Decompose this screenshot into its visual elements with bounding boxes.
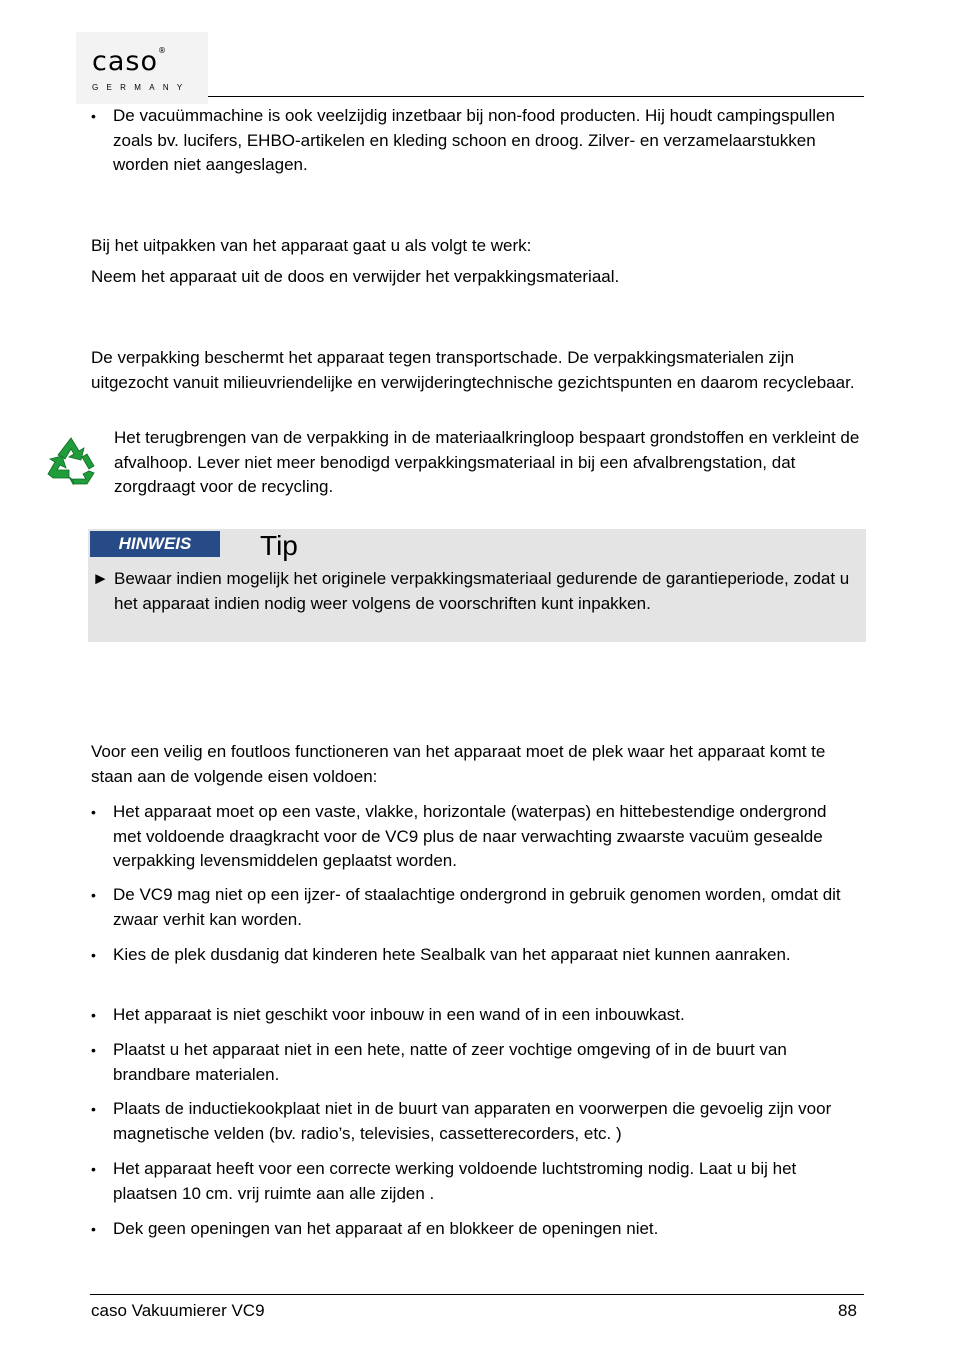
tip-box [88,529,866,642]
list-item-text: Plaatst u het apparaat niet in een hete, natte of zeer vochtige omgeving of in de buurt van brandbare materialen. [113,1040,787,1084]
bullet-marker: • [91,1161,96,1177]
bullet-marker: • [91,1101,96,1117]
list-item-text: Het apparaat moet op een vaste, vlakke, horizontale (waterpas) en hittebestendige ondergrond met voldoende draagkracht voor de VC9 plus de naar verwachting zwaarste vacuüm gesealde verpakking levensmiddelen geplaatst worden. [113,802,827,870]
logo-registered-mark: ® [157,46,167,55]
list-item-text: De VC9 mag niet op een ijzer- of staalachtige ondergrond in gebruik genomen worden, omdat dit zwaar verhit kan worden. [113,885,841,929]
page-number: 88 [838,1301,857,1320]
header-rule [208,96,864,97]
arrow-icon: ► [92,569,109,588]
list-item-text: Plaats de inductiekookplaat niet in de buurt van apparaten en voorwerpen die gevoelig zijn voor magnetische velden (bv. radio’s, televisies, cassetterecorders, etc. ) [113,1099,832,1143]
list-item-text: Het apparaat is niet geschikt voor inbouw in een wand of in een inbouwkast. [113,1005,685,1024]
unpacking-intro: Bij het uitpakken van het apparaat gaat u als volgt te werk: [91,236,532,255]
list-item-text: Kies de plek dusdanig dat kinderen hete Sealbalk van het apparaat niet kunnen aanraken. [113,945,791,964]
bullet-marker: • [91,947,96,963]
packaging-text: De verpakking beschermt het apparaat tegen transportschade. De verpakkingsmaterialen zijn uitgezocht vanuit milieuvriendelijke en verwijderingtechnische gezichtspunten en daarom recyclebaar. [91,348,855,392]
placement-intro: Voor een veilig en foutloos functioneren van het apparaat moet de plek waar het apparaat komt te staan aan de volgende eisen voldoen: [91,742,826,786]
caso-logo [76,32,208,104]
bullet-marker: • [91,108,96,124]
footer-title: caso Vakuumierer VC9 [91,1301,265,1320]
list-item-text: De vacuümmachine is ook veelzijdig inzetbaar bij non-food producten. Hij houdt campingspullen zoals bv. lucifers, EHBO-artikelen en kleding schoon en droog. Zilver- en verzamelaarstukken worden niet aangeslagen. [113,106,835,174]
tip-title: Tip [260,530,298,561]
hinweis-badge: HINWEIS [90,531,220,557]
bullet-marker: • [91,1007,96,1023]
bullet-marker: • [91,1221,96,1237]
recycle-icon [45,436,97,486]
logo-subtitle: GERMANY [92,83,191,92]
logo-word: caso [92,46,158,77]
bullet-marker: • [91,887,96,903]
recycle-text: Het terugbrengen van de verpakking in de materiaalkringloop bespaart grondstoffen en verkleint de afvalhoop. Lever niet meer benodigd verpakkingsmateriaal in bij een afvalbrengstation, dat zorgdraagt voor de recycling. [114,428,860,496]
bullet-marker: • [91,1042,96,1058]
logo-wordmark [92,46,167,77]
list-item-text: Het apparaat heeft voor een correcte werking voldoende luchtstroming nodig. Laat u bij het plaatsen 10 cm. vrij ruimte aan alle zijden . [113,1159,797,1203]
footer-rule [90,1294,864,1295]
tip-body: Bewaar indien mogelijk het originele verpakkingsmateriaal gedurende de garantieperiode, zodat u het apparaat indien nodig weer volgens de voorschriften kunt inpakken. [114,569,850,613]
list-item-text: Dek geen openingen van het apparaat af en blokkeer de openingen niet. [113,1219,659,1238]
bullet-marker: • [91,804,96,820]
unpacking-step: Neem het apparaat uit de doos en verwijder het verpakkingsmateriaal. [91,267,620,286]
